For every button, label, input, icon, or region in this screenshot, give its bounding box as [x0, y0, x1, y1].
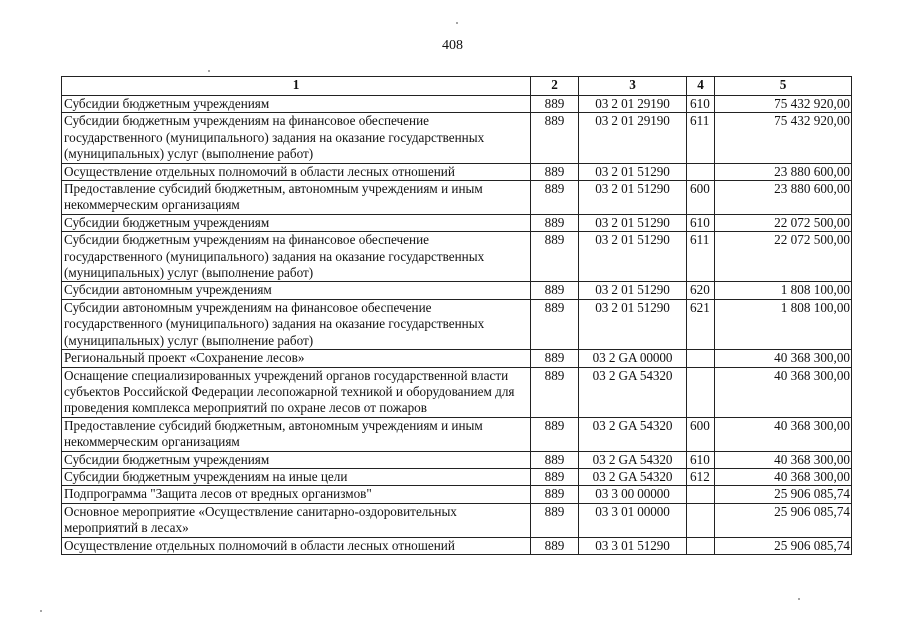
row-sum: 75 432 920,00	[715, 96, 852, 113]
budget-table	[61, 76, 852, 555]
header-col-2: 2	[531, 77, 579, 96]
row-code: 03 2 01 51290	[579, 214, 687, 231]
scan-speck	[456, 22, 458, 24]
row-grbs: 889	[531, 537, 579, 554]
row-code: 03 2 01 51290	[579, 181, 687, 215]
row-code: 03 2 GA 54320	[579, 417, 687, 451]
table-row	[62, 417, 852, 451]
row-sum: 40 368 300,00	[715, 417, 852, 451]
header-row	[62, 77, 852, 96]
row-vr	[687, 537, 715, 554]
table-row	[62, 232, 852, 282]
row-vr: 611	[687, 113, 715, 163]
table-row	[62, 367, 852, 417]
table-row	[62, 503, 852, 537]
row-sum: 25 906 085,74	[715, 537, 852, 554]
row-grbs: 889	[531, 282, 579, 299]
row-grbs: 889	[531, 350, 579, 367]
row-vr	[687, 486, 715, 503]
row-sum: 40 368 300,00	[715, 468, 852, 485]
row-name: Субсидии бюджетным учреждениям	[62, 214, 531, 231]
row-sum: 25 906 085,74	[715, 503, 852, 537]
row-code: 03 2 01 51290	[579, 232, 687, 282]
row-code: 03 2 01 29190	[579, 113, 687, 163]
row-code: 03 3 01 51290	[579, 537, 687, 554]
table-row	[62, 282, 852, 299]
table-row	[62, 468, 852, 485]
row-name: Субсидии бюджетным учреждениям на финансовое обеспечение государственного (муниципального) задания на оказание государственных (муниципальных) услуг (выполнение работ)	[62, 113, 531, 163]
row-sum: 23 880 600,00	[715, 163, 852, 180]
table-row	[62, 214, 852, 231]
scan-speck	[40, 610, 42, 612]
row-sum: 25 906 085,74	[715, 486, 852, 503]
row-sum: 22 072 500,00	[715, 232, 852, 282]
row-name: Региональный проект «Сохранение лесов»	[62, 350, 531, 367]
row-vr: 610	[687, 451, 715, 468]
row-name: Осуществление отдельных полномочий в области лесных отношений	[62, 537, 531, 554]
table-row	[62, 181, 852, 215]
row-name: Подпрограмма "Защита лесов от вредных организмов"	[62, 486, 531, 503]
table-row	[62, 96, 852, 113]
row-code: 03 2 GA 00000	[579, 350, 687, 367]
row-grbs: 889	[531, 451, 579, 468]
scan-speck	[798, 598, 800, 600]
page-number: 408	[442, 38, 463, 53]
row-grbs: 889	[531, 163, 579, 180]
row-vr	[687, 503, 715, 537]
row-vr: 621	[687, 299, 715, 349]
header-col-4: 4	[687, 77, 715, 96]
row-name: Предоставление субсидий бюджетным, автономным учреждениям и иным некоммерческим организациям	[62, 417, 531, 451]
row-vr	[687, 367, 715, 417]
row-sum: 40 368 300,00	[715, 350, 852, 367]
row-grbs: 889	[531, 113, 579, 163]
row-name: Субсидии автономным учреждениям на финансовое обеспечение государственного (муниципального) задания на оказание государственных (муниципальных) услуг (выполнение работ)	[62, 299, 531, 349]
row-sum: 22 072 500,00	[715, 214, 852, 231]
row-grbs: 889	[531, 367, 579, 417]
table-row	[62, 486, 852, 503]
row-grbs: 889	[531, 503, 579, 537]
row-name: Субсидии бюджетным учреждениям	[62, 96, 531, 113]
row-name: Оснащение специализированных учреждений органов государственной власти субъектов Российской Федерации лесопожарной техникой и оборудованием для проведения комплекса мероприятий по охране лесов от пожаров	[62, 367, 531, 417]
row-name: Субсидии бюджетным учреждениям	[62, 451, 531, 468]
scan-speck	[208, 70, 210, 72]
row-code: 03 3 00 00000	[579, 486, 687, 503]
row-vr: 620	[687, 282, 715, 299]
table-row	[62, 163, 852, 180]
row-grbs: 889	[531, 299, 579, 349]
table-row	[62, 113, 852, 163]
row-name: Субсидии бюджетным учреждениям на иные цели	[62, 468, 531, 485]
row-code: 03 2 GA 54320	[579, 367, 687, 417]
row-vr: 600	[687, 181, 715, 215]
table-row	[62, 350, 852, 367]
table-row	[62, 299, 852, 349]
row-grbs: 889	[531, 181, 579, 215]
row-vr: 611	[687, 232, 715, 282]
header-col-3: 3	[579, 77, 687, 96]
row-code: 03 3 01 00000	[579, 503, 687, 537]
row-code: 03 2 01 51290	[579, 163, 687, 180]
header-col-1: 1	[62, 77, 531, 96]
row-vr	[687, 350, 715, 367]
row-grbs: 889	[531, 232, 579, 282]
row-sum: 1 808 100,00	[715, 299, 852, 349]
row-name: Субсидии автономным учреждениям	[62, 282, 531, 299]
table-row	[62, 537, 852, 554]
row-code: 03 2 01 51290	[579, 299, 687, 349]
row-vr: 610	[687, 214, 715, 231]
row-sum: 1 808 100,00	[715, 282, 852, 299]
header-col-5: 5	[715, 77, 852, 96]
row-code: 03 2 GA 54320	[579, 451, 687, 468]
row-name: Осуществление отдельных полномочий в области лесных отношений	[62, 163, 531, 180]
table-body	[62, 96, 852, 555]
row-grbs: 889	[531, 214, 579, 231]
row-sum: 40 368 300,00	[715, 367, 852, 417]
row-grbs: 889	[531, 417, 579, 451]
row-name: Субсидии бюджетным учреждениям на финансовое обеспечение государственного (муниципального) задания на оказание государственных (муниципальных) услуг (выполнение работ)	[62, 232, 531, 282]
row-grbs: 889	[531, 468, 579, 485]
row-sum: 23 880 600,00	[715, 181, 852, 215]
row-code: 03 2 GA 54320	[579, 468, 687, 485]
row-vr: 610	[687, 96, 715, 113]
row-name: Основное мероприятие «Осуществление санитарно-оздоровительных мероприятий в лесах»	[62, 503, 531, 537]
row-grbs: 889	[531, 486, 579, 503]
row-vr: 600	[687, 417, 715, 451]
row-vr	[687, 163, 715, 180]
table-row	[62, 451, 852, 468]
row-sum: 75 432 920,00	[715, 113, 852, 163]
row-name: Предоставление субсидий бюджетным, автономным учреждениям и иным некоммерческим организациям	[62, 181, 531, 215]
row-sum: 40 368 300,00	[715, 451, 852, 468]
row-vr: 612	[687, 468, 715, 485]
row-grbs: 889	[531, 96, 579, 113]
row-code: 03 2 01 51290	[579, 282, 687, 299]
row-code: 03 2 01 29190	[579, 96, 687, 113]
